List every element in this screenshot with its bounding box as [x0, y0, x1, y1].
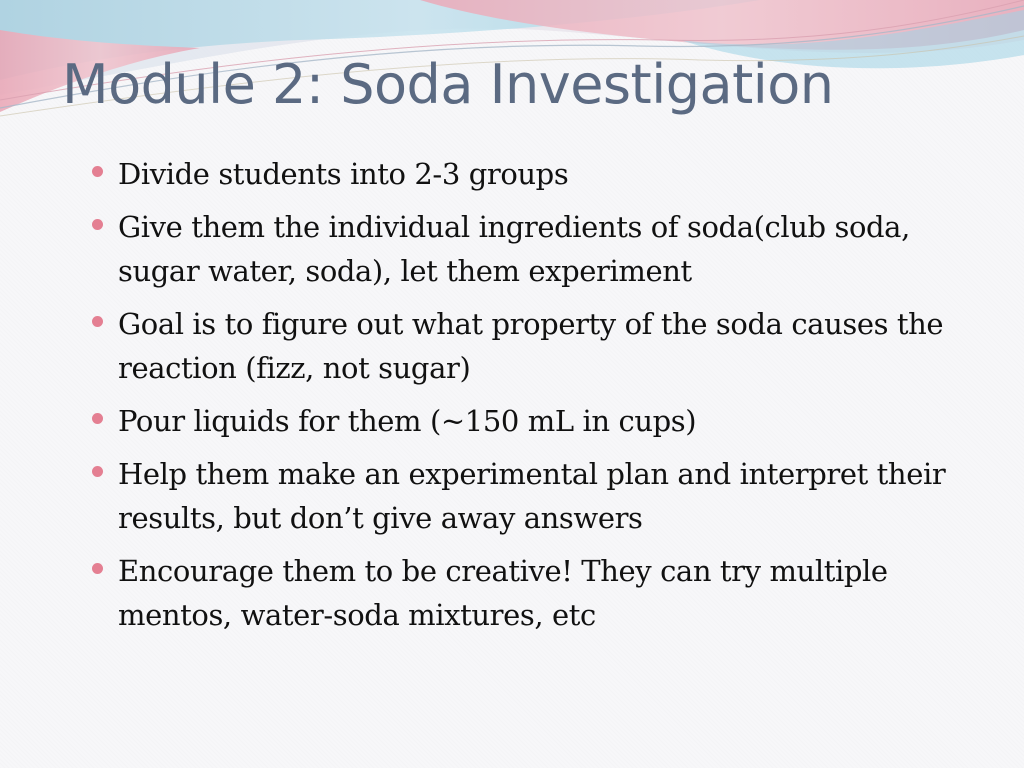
bullet-text: Pour liquids for them (~150 mL in cups)	[118, 404, 697, 438]
bullet-dot-icon	[92, 563, 103, 574]
bullet-text: Goal is to figure out what property of the soda causes the reaction (fizz, not sugar)	[118, 307, 944, 385]
bullet-dot-icon	[92, 413, 103, 424]
slide-title: Module 2: Soda Investigation	[62, 53, 834, 116]
bullet-item	[92, 152, 972, 196]
bullet-text: Help them make an experimental plan and interpret their results, but don’t give away answers	[118, 457, 946, 535]
bullet-item	[92, 399, 972, 443]
bullet-text: Encourage them to be creative! They can try multiple mentos, water-soda mixtures, etc	[118, 554, 888, 632]
bullet-item	[92, 452, 972, 540]
bullet-dot-icon	[92, 466, 103, 477]
bullet-item	[92, 549, 972, 637]
bullet-list	[92, 152, 972, 646]
bullet-dot-icon	[92, 219, 103, 230]
bullet-dot-icon	[92, 166, 103, 177]
bullet-dot-icon	[92, 316, 103, 327]
bullet-item	[92, 302, 972, 390]
bullet-item	[92, 205, 972, 293]
bullet-text: Divide students into 2-3 groups	[118, 157, 569, 191]
bullet-text: Give them the individual ingredients of soda(club soda, sugar water, soda), let them experiment	[118, 210, 910, 288]
